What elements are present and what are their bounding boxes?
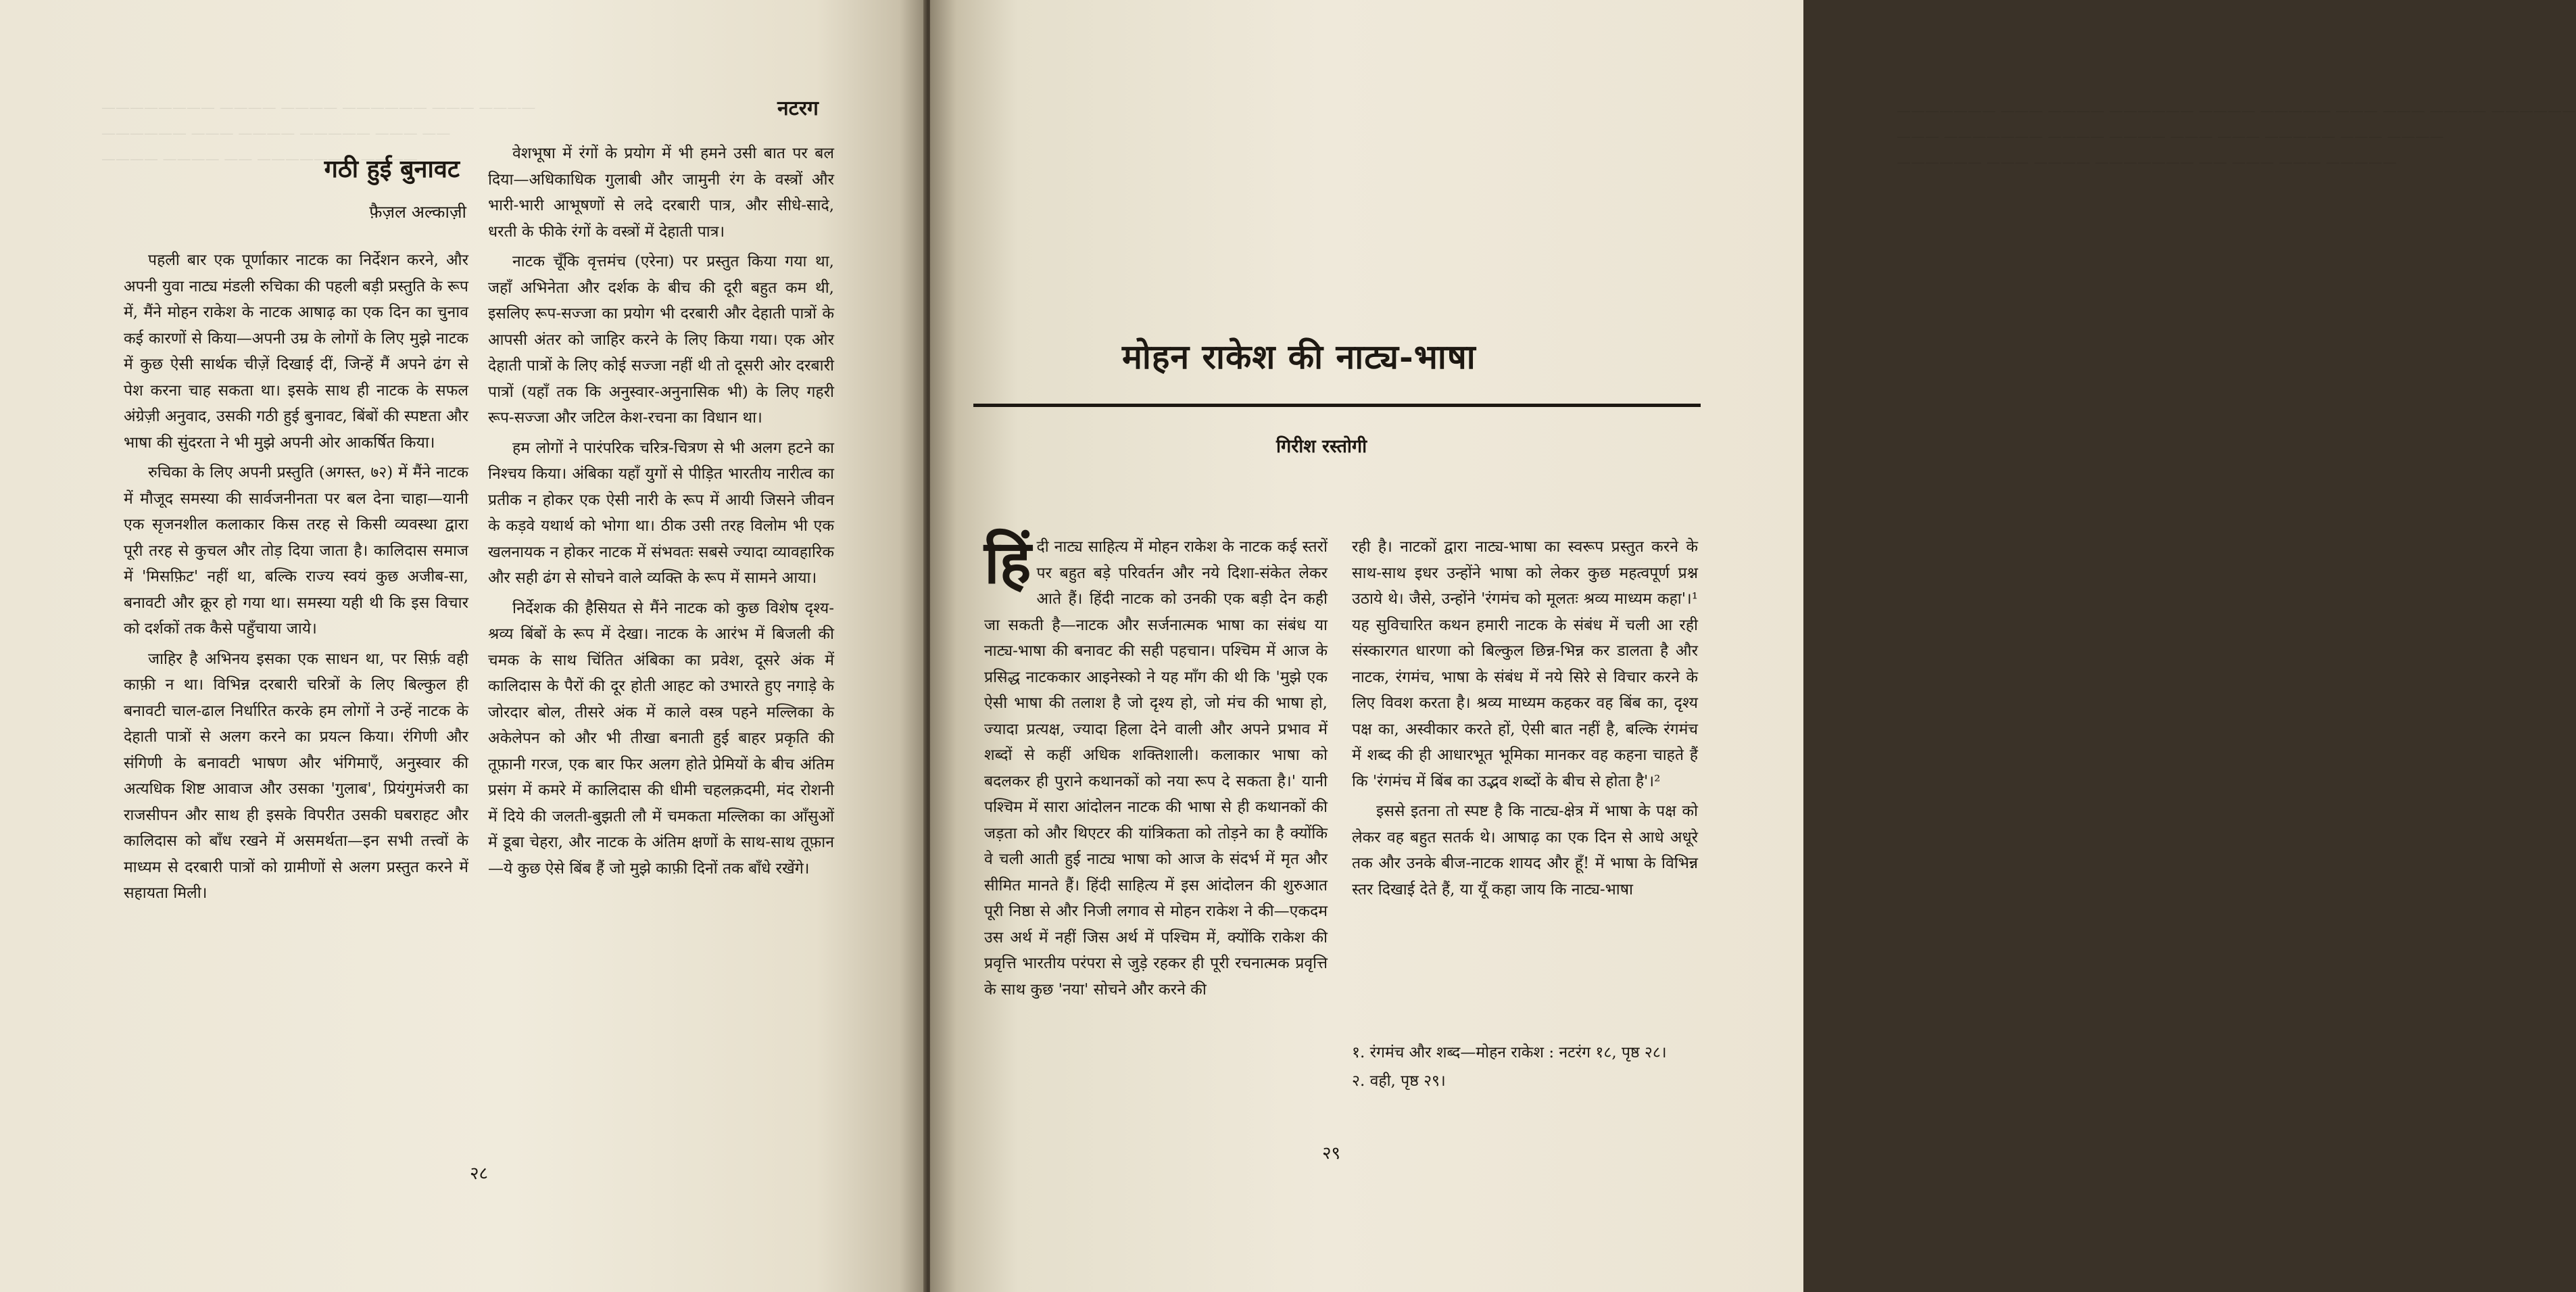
article-title-right: मोहन राकेश की नाट्य-भाषा	[1122, 337, 1476, 377]
footnote: १. रंगमंच और शब्द—मोहन राकेश : नटरंग १८, पृष्ठ २८।	[1352, 1044, 1667, 1061]
page-number-left: २८	[470, 1164, 489, 1184]
right-column-1	[984, 527, 1328, 1007]
running-head: नटरग	[777, 97, 819, 120]
footnote: २. वही, पृष्ठ २९।	[1352, 1072, 1446, 1090]
footnotes	[1352, 1038, 1703, 1095]
left-column-2	[488, 141, 834, 886]
left-column-1	[124, 247, 468, 911]
paragraph-with-dropcap	[984, 527, 1328, 1003]
paragraph: वेशभूषा में रंगों के प्रयोग में भी हमने उसी बात पर बल दिया—अधिकाधिक गुलाबी और जामुनी रंग के वस्त्रों और भारी-भारी आभूषणों से लदे दरबारी पात्र, और सीधे-सादे, धरती के फीके रंगों के वस्त्रों में देहाती पात्र।	[488, 145, 834, 241]
title-rule	[973, 404, 1701, 407]
right-column-2	[1352, 534, 1698, 907]
paragraph: जाहिर है अभिनय इसका एक साधन था, पर सिर्फ़ वही काफ़ी न था। विभिन्न दरबारी चरित्रों के लिए बिल्कुल ही बनावटी चाल-ढाल निर्धारित करके हम लोगों ने उन्हें नाटक के देहाती पात्रों से अलग करने का प्रयत्न किया। रंगिणी और संगिणी के बनावटी भाषण और भंगिमाएँ, अनुस्वार की अत्यधिक शिष्ट आवाज और उसका 'गुलाब', प्रियंगुमंजरी का राजसीपन और साथ ही इसके विपरीत उसकी घबराहट और कालिदास को बाँध रखने में असमर्थता—इन सभी तत्त्वों के माध्यम से दरबारी पात्रों को ग्रामीणों से अलग प्रस्तुत करने में सहायता मिली।	[124, 650, 468, 902]
paragraph: हम लोगों ने पारंपरिक चरित्र-चित्रण से भी अलग हटने का निश्चय किया। अंबिका यहाँ युगों से पीड़ित भारतीय नारीत्व का प्रतीक न होकर एक ऐसी नारी के रूप में आयी जिसने जीवन के कड़वे यथार्थ को भोगा था। ठीक उसी तरह विलोम भी एक खलनायक न होकर नाटक में संभवतः सबसे ज्यादा व्यावहारिक और सही ढंग से सोचने वाले व्यक्ति के रूप में सामने आया।	[488, 439, 834, 587]
article-author-left: फ़ैज़ल अल्काज़ी	[369, 202, 466, 222]
page-number-right: २९	[1322, 1143, 1341, 1164]
left-page	[0, 0, 927, 1292]
drop-cap: हिं	[984, 527, 1031, 597]
paragraph: रही है। नाटकों द्वारा नाट्य-भाषा का स्वरूप प्रस्तुत करने के साथ-साथ इधर उन्होंने भाषा को लेकर कुछ महत्वपूर्ण प्रश्न उठाये थे। जैसे, उन्होंने 'रंगमंच को मूलतः श्रव्य माध्यम कहा'।¹ यह सुविचारित कथन हमारी नाटक के संबंध में चली आ रही संस्कारगत धारणा को बिल्कुल छिन्न-भिन्न कर डालता है और नाटक, रंगमंच, भाषा के संबंध में नये सिरे से विचार करने के लिए विवश करता है। श्रव्य माध्यम कहकर वह बिंब का, दृश्य पक्ष का, अस्वीकार करते हों, ऐसी बात नहीं है, बल्कि रंगमंच में शब्द की ही आधारभूत भूमिका मानकर वह कहना चाहते हैं कि 'रंगमंच में बिंब का उद्भव शब्दों के बीच से होता है'।²	[1352, 538, 1698, 790]
paragraph: पहली बार एक पूर्णाकार नाटक का निर्देशन करने, और अपनी युवा नाट्य मंडली रुचिका की पहली बड़ी प्रस्तुति के रूप में, मैंने मोहन राकेश के नाटक आषाढ़ का एक दिन का चुनाव कई कारणों से किया—अपनी उम्र के लोगों के लिए मुझे नाटक में कुछ ऐसी सार्थक चीज़ें दिखाई दीं, जिन्हें मैं अपने ढंग से पेश करना चाह सकता था। इसके साथ ही नाटक के सफल अंग्रेज़ी अनुवाद, उसकी गठी हुई बुनावट, बिंबों की स्पष्टता और भाषा की सुंदरता ने भी मुझे अपनी ओर आकर्षित किया।	[124, 252, 468, 452]
paragraph: रुचिका के लिए अपनी प्रस्तुति (अगस्त, ७२) में मैंने नाटक में मौजूद समस्या की सार्वजनीनता पर बल देना चाहा—यानी एक सृजनशील कलाकार किस तरह से किसी व्यवस्था द्वारा पूरी तरह से कुचल और तोड़ दिया जाता है। कालिदास समाज में 'मिसफ़िट' नहीं था, बल्कि राज्य स्वयं कुछ अजीब-सा, बनावटी और क्रूर हो गया था। समस्या यही थी कि इस विचार को दर्शकों तक कैसे पहुँचाया जाये।	[124, 464, 468, 638]
paragraph: इससे इतना तो स्पष्ट है कि नाट्य-क्षेत्र में भाषा के पक्ष को लेकर वह बहुत सतर्क थे। आषाढ़ का एक दिन से आधे अधूरे तक और उनके बीज-नाटक शायद और हूँ! में भाषा के विभिन्न स्तर दिखाई देते हैं, या यूँ कहा जाय कि नाट्य-भाषा	[1352, 803, 1698, 899]
show-through-text-right: ——————— ——— ———— —————— ———— ————— ——— ——— ———— —————— ——— ——————— ———— ———— ——— ——— ————— ——— ———— —————— ——— ———— ——————— —— ——— ——— —————	[1897, 103, 2576, 170]
paragraph-text: दी नाट्य साहित्य में मोहन राकेश के नाटक कई स्तरों पर बहुत बड़े परिवर्तन और नये दिशा-संकेत लेकर आते हैं। हिंदी नाटक को उनकी एक बड़ी देन कही जा सकती है—नाटक और सर्जनात्मक भाषा का संबंध या नाट्य-भाषा की बनावट की सही पहचान। पश्चिम में आज के प्रसिद्ध नाटककार आइनेस्को ने यह माँग की थी कि 'मुझे एक ऐसी भाषा की तलाश है जो दृश्य हो, जो मंच की भाषा हो, ज्यादा प्रत्यक्ष, ज्यादा हिला देने वाली और अपने प्रभाव में शब्दों से कहीं अधिक शक्तिशाली। कलाकार भाषा को बदलकर ही पुराने कथानकों को नया रूप दे सकता है।' यानी पश्चिम में सारा आंदोलन नाटक की भाषा से ही कथानकों की जड़ता को और थिएटर की यांत्रिकता को तोड़ने का है क्योंकि वे चली आती हुई नाट्य भाषा को आज के संदर्भ में मृत और सीमित मानते हैं। हिंदी साहित्य में इस आंदोलन की शुरुआत पूरी निष्ठा से और निजी लगाव से मोहन राकेश ने की—एकदम उस अर्थ में नहीं जिस अर्थ में पश्चिम में, क्योंकि राकेश की प्रवृत्ति भारतीय परंपरा से जुड़े रहकर ही पूरी रचनात्मक प्रवृत्ति के साथ कुछ 'नया' सोचने और करने की	[984, 538, 1328, 999]
article-title-left: गठी हुई बुनावट	[324, 155, 460, 183]
article-author-right: गिरीश रस्तोगी	[1276, 436, 1367, 457]
paragraph: निर्देशक की हैसियत से मैंने नाटक को कुछ विशेष दृश्य-श्रव्य बिंबों के रूप में देखा। नाटक के आरंभ में बिजली की चमक के साथ चिंतित अंबिका का प्रवेश, दूसरे अंक में कालिदास के पैरों की दूर होती आहट को उभारते हुए नगाड़े के जोरदार बोल, तीसरे अंक में काले वस्त्र पहने मल्लिका के अकेलेपन को और भी तीखा बनाती हुई बाहर प्रकृति की तूफ़ानी गरज, एक बार फिर अलग होते प्रेमियों के बीच अंतिम प्रसंग में कमरे में कालिदास की धीमी चहलक़दमी, मंद रोशनी में दिये की जलती-बुझती लौ में चमकता मल्लिका का आँसुओं में डूबा चेहरा, और नाटक के अंतिम क्षणों के साथ-साथ तूफ़ान—ये कुछ ऐसे बिंब हैं जो मुझे काफ़ी दिनों तक बाँधे रखेंगे।	[488, 599, 834, 878]
paragraph: नाटक चूँकि वृत्तमंच (एरेना) पर प्रस्तुत किया गया था, जहाँ अभिनेता और दर्शक के बीच की दूरी बहुत कम थी, इसलिए रूप-सज्जा का प्रयोग भी दरबारी और देहाती पात्रों के आपसी अंतर को जाहिर करने के लिए किया गया। एक ओर देहाती पात्रों के लिए कोई सज्जा नहीं थी तो दूसरी ओर दरबारी पात्रों (यहाँ तक कि अनुस्वार-अनुनासिक भी) के लिए गहरी रूप-सज्जा और जटिल केश-रचना का विधान था।	[488, 253, 834, 427]
show-through-text-left: ———————— ———— ———— —————— ——— ———— —————— ——— ———— ————— ——— —— ———— ———— —— ——————— ————	[101, 99, 536, 167]
